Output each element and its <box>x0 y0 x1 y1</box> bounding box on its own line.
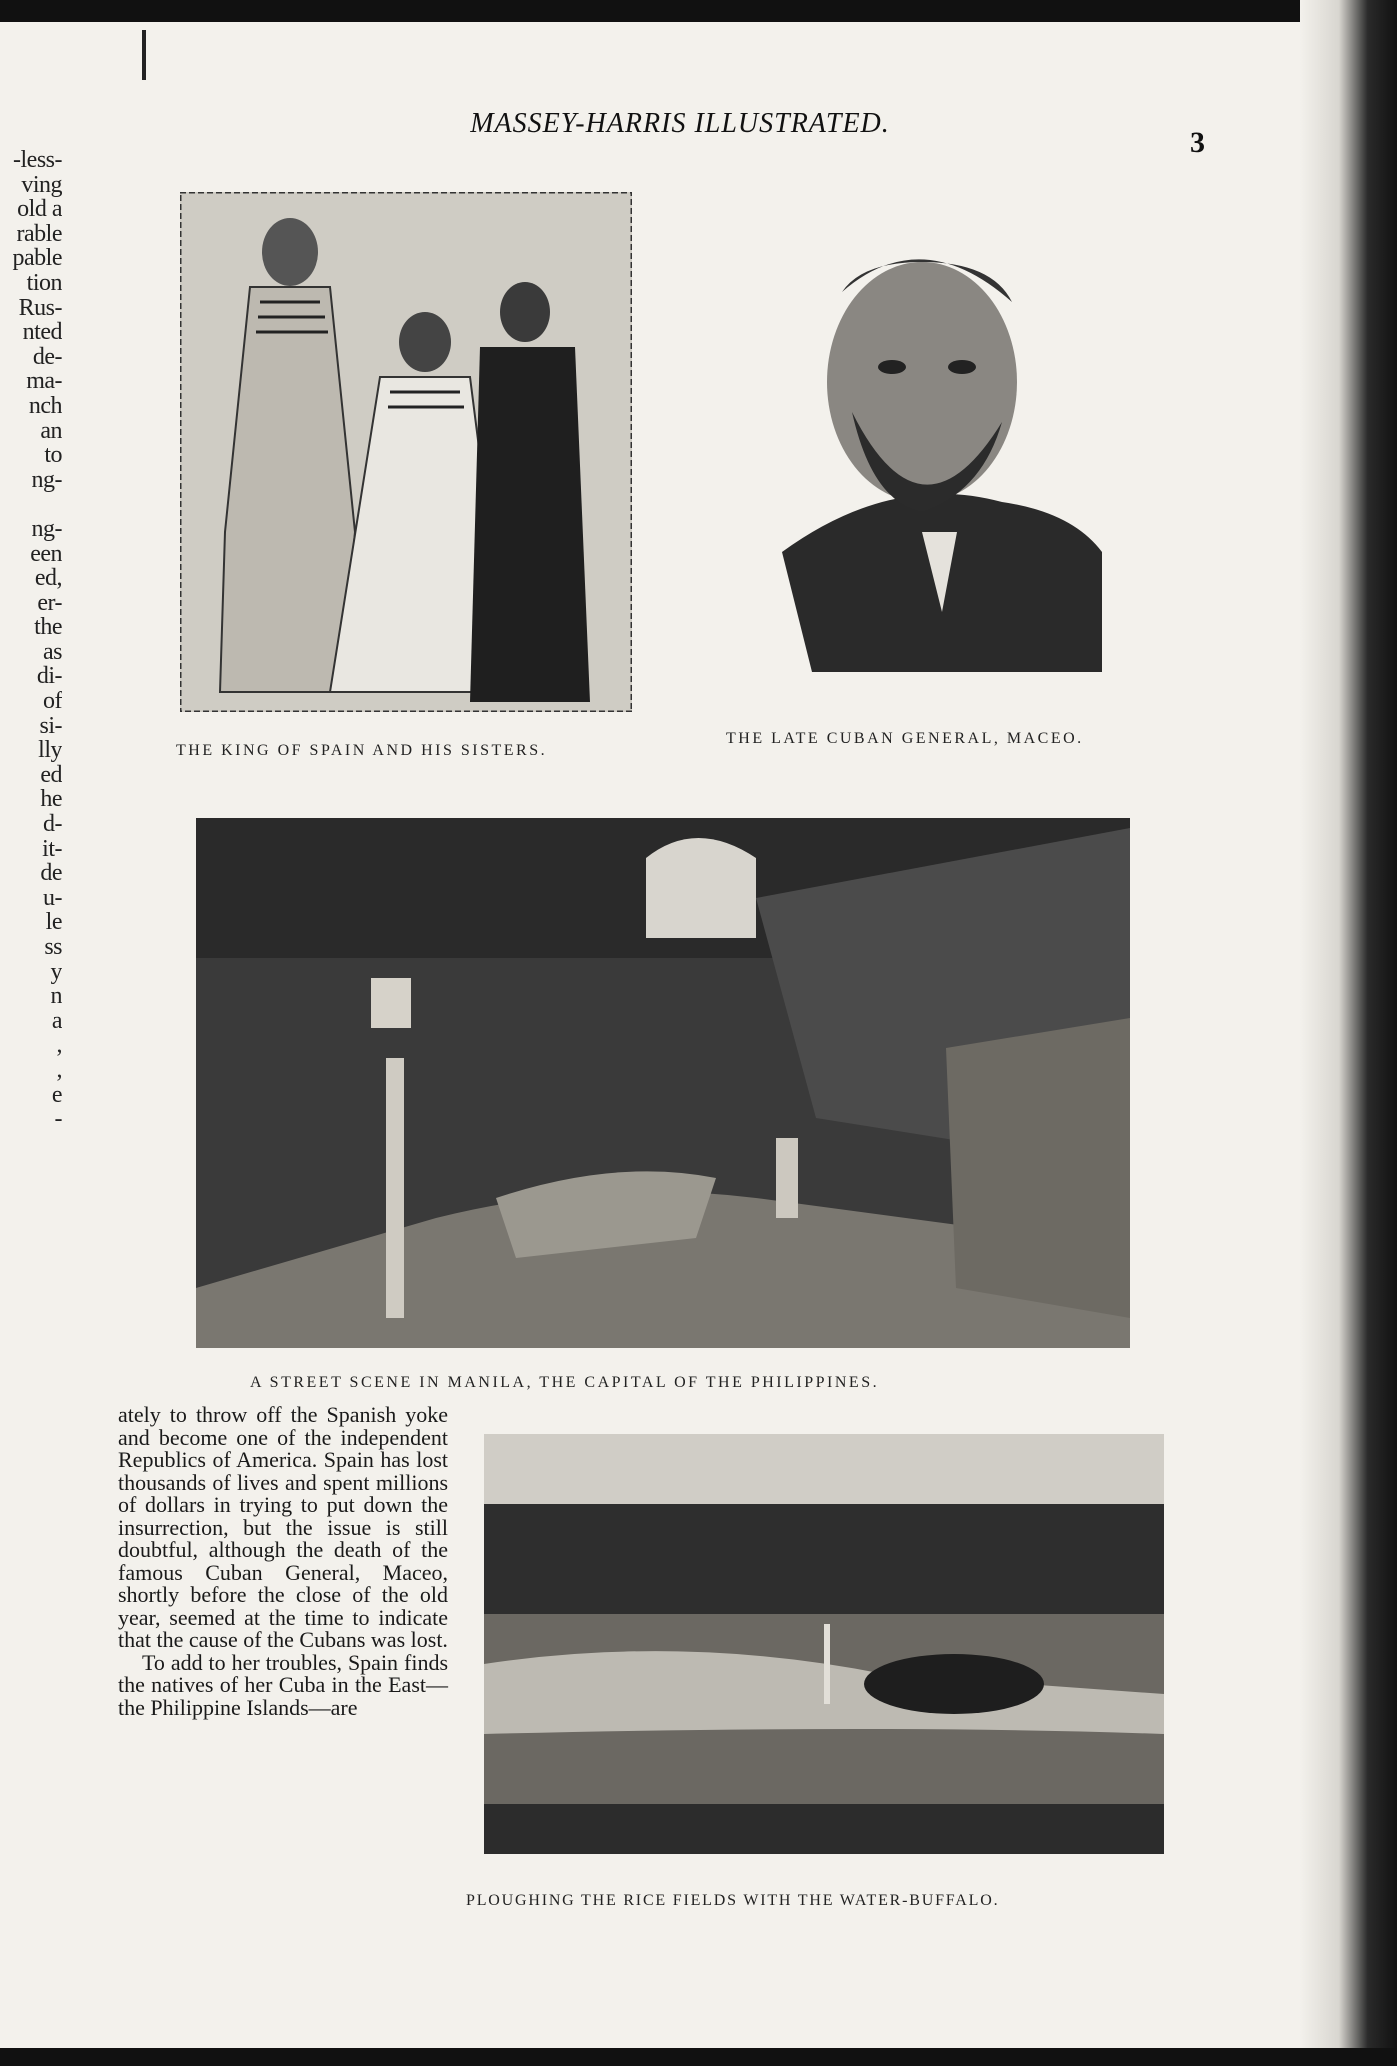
left-column-fragment: y <box>50 959 62 985</box>
left-column-fragment <box>0 492 62 517</box>
caption-manila: A STREET SCENE IN MANILA, THE CAPITAL OF THE PHILIPPINES. <box>250 1374 880 1391</box>
left-column-fragment: , <box>56 1057 62 1083</box>
article-paragraph-2: To add to her troubles, Spain finds the natives of her Cuba in the East—the Philippine Islands—are <box>118 1649 448 1720</box>
left-column-fragment: pable <box>12 246 62 271</box>
left-column-fragment: er- <box>37 590 62 616</box>
left-column-fragment: to <box>44 443 62 468</box>
caption-maceo: THE LATE CUBAN GENERAL, MACEO. <box>726 730 1084 747</box>
rice-fields-photo <box>484 1434 1164 1854</box>
left-column-fragment: ed <box>40 762 62 788</box>
left-column-fragment: ma- <box>26 369 62 394</box>
page-edge-shadow <box>1300 0 1397 2066</box>
left-column-fragment: le <box>45 910 62 935</box>
left-column-fragment: -less- <box>13 148 62 173</box>
gutter-mark <box>142 30 146 80</box>
left-column-fragment: - <box>54 1107 62 1132</box>
left-column-fragment: of <box>43 689 62 714</box>
left-column-fragment: u- <box>43 885 62 911</box>
left-column-fragment: lly <box>38 738 62 763</box>
left-column-fragment: ving <box>21 172 62 198</box>
manila-street-photo <box>196 818 1130 1348</box>
scan-bottom-border <box>0 2048 1397 2066</box>
caption-rice-fields: PLOUGHING THE RICE FIELDS WITH THE WATER-BUFFALO. <box>466 1892 1000 1909</box>
left-column-fragment: d- <box>43 812 62 837</box>
caption-king-of-spain: THE KING OF SPAIN AND HIS SISTERS. <box>176 742 548 759</box>
left-column-fragment: n <box>50 984 62 1009</box>
left-column-fragment: si- <box>39 713 62 739</box>
left-column-fragment: ss <box>44 935 62 960</box>
left-column-fragment: de <box>40 861 62 886</box>
left-column-fragment: ng- <box>31 467 62 493</box>
left-column-fragment: ed, <box>34 566 62 591</box>
left-column-fragment: a <box>51 1008 62 1034</box>
maceo-portrait <box>772 232 1112 672</box>
left-column-fragment: an <box>40 418 62 444</box>
left-column-fragment: e <box>51 1082 62 1108</box>
left-column-fragment: , <box>56 1033 62 1058</box>
left-column-fragment: tion <box>26 270 62 296</box>
page-number: 3 <box>1190 126 1205 159</box>
left-column-fragment: he <box>40 787 62 813</box>
left-column-fragment: it- <box>42 836 62 862</box>
left-column-fragment: de- <box>32 344 62 370</box>
left-column-fragment: een <box>30 541 62 567</box>
left-column-fragment: di- <box>36 664 62 690</box>
scan-top-border <box>0 0 1397 22</box>
article-paragraph-1: ately to throw off the Spanish yoke and become one of the independent Republics of America. Spain has lost thousands of lives and spent millions of dollars in trying to put down the insurrection, but the issue is still doubtful, although the death of the famous Cuban General, Maceo, shortly before the close of the old year, seemed at the time to indicate that the cause of the Cubans was lost. <box>118 1402 448 1652</box>
page-header: MASSEY-HARRIS ILLUSTRATED. <box>470 108 890 139</box>
left-column-fragment: old a <box>17 197 62 222</box>
left-column-fragment: the <box>34 615 62 640</box>
left-column-fragments <box>0 148 62 1132</box>
left-column-fragment: ng- <box>31 516 62 542</box>
left-column-fragment: nted <box>22 320 62 345</box>
article-body <box>118 1404 448 1719</box>
left-column-fragment: nch <box>28 393 62 419</box>
king-of-spain-photo <box>180 192 632 712</box>
left-column-fragment: rable <box>16 221 62 247</box>
left-column-fragment: as <box>43 639 62 665</box>
left-column-fragment: Rus- <box>18 295 62 321</box>
